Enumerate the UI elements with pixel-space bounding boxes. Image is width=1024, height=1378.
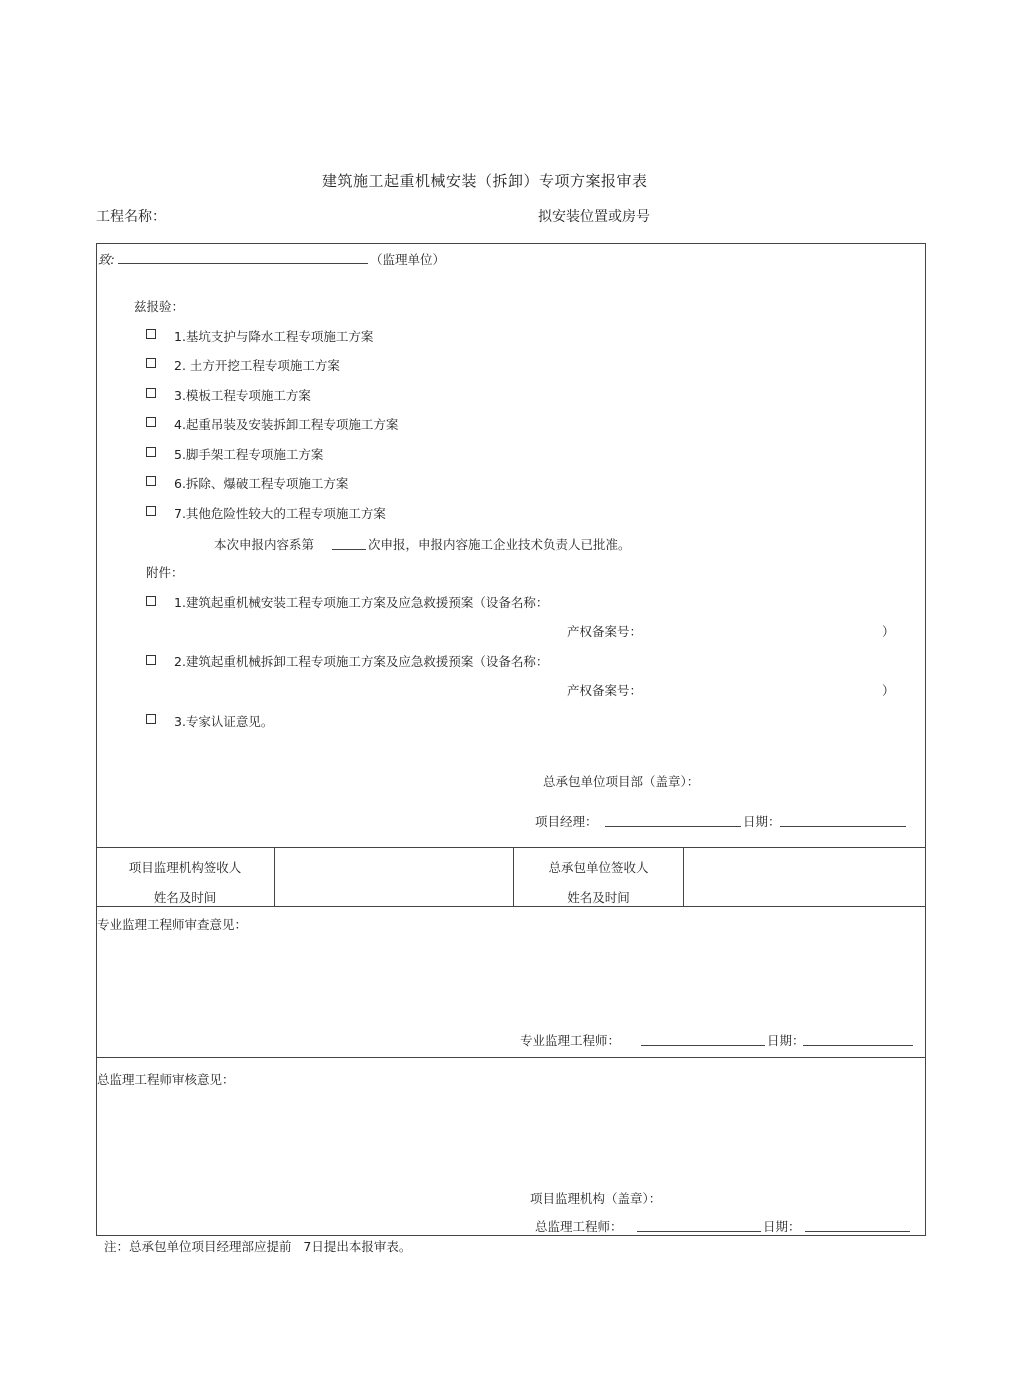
attachment-checkbox-3[interactable] [146,714,156,724]
receipt-row-bottom-border [96,906,926,907]
contractor-date-field[interactable] [780,815,906,827]
chief-opinion-field[interactable] [98,1090,924,1180]
specialist-sign-field[interactable] [641,1034,765,1046]
attachments-label: 附件： [146,565,184,580]
attachment-1-close: ） [882,624,895,639]
to-suffix: （监理单位） [370,252,446,267]
to-prefix: 致: [98,252,115,267]
attachment-2-close: ） [882,683,895,698]
chief-date-label: 日期： [763,1219,801,1234]
plan-checkbox-5[interactable] [146,447,156,457]
supervisor-unit-field[interactable] [118,252,368,264]
chief-opinion-label: 总监理工程师审核意见： [97,1072,235,1087]
plan-item-3: 3.模板工程专项施工方案 [174,388,311,403]
specialist-date-label: 日期： [767,1033,805,1048]
specialist-date-field[interactable] [803,1034,913,1046]
attachment-item-1: 1.建筑起重机械安装工程专项施工方案及应急救援预案（设备名称： [174,595,549,610]
specialist-sign-label: 专业监理工程师： [520,1033,621,1048]
plan-checkbox-7[interactable] [146,506,156,516]
supervisor-org-stamp-label: 项目监理机构（盖章）： [530,1191,662,1206]
declaration-after: 次申报，申报内容施工企业技术负责人已批准。 [368,537,631,552]
plan-checkbox-3[interactable] [146,388,156,398]
plan-item-5: 5.脚手架工程专项施工方案 [174,447,324,462]
chief-date-field[interactable] [805,1220,910,1232]
plan-item-4: 4.起重吊装及安装拆卸工程专项施工方案 [174,417,399,432]
page-title: 建筑施工起重机械安装（拆卸）专项方案报审表 [322,172,648,190]
submission-count-field[interactable] [332,538,366,550]
attachment-1-record-label: 产权备案号： [567,624,643,639]
project-manager-label: 项目经理： [535,814,598,829]
plan-checkbox-1[interactable] [146,329,156,339]
attachment-checkbox-2[interactable] [146,655,156,665]
attachment-checkbox-1[interactable] [146,596,156,606]
chief-section-top-border [96,1057,926,1058]
attachment-2-record-label: 产权备案号： [567,683,643,698]
contractor-receiver-sublabel: 姓名及时间 [567,890,630,905]
specialist-opinion-label: 专业监理工程师审查意见： [97,917,248,932]
project-manager-field[interactable] [605,815,741,827]
plan-item-1: 1.基坑支护与降水工程专项施工方案 [174,329,374,344]
project-name-label: 工程名称： [96,209,166,225]
supervisor-receiver-field[interactable] [275,848,513,906]
attachment-item-2: 2.建筑起重机械拆卸工程专项施工方案及应急救援预案（设备名称： [174,654,549,669]
footer-note: 注：总承包单位项目经理部应提前 7日提出本报审表。 [104,1239,412,1254]
submit-label: 兹报验： [134,299,185,314]
plan-checkbox-2[interactable] [146,358,156,368]
install-location-label: 拟安装位置或房号 [538,209,650,225]
plan-checkbox-6[interactable] [146,476,156,486]
contractor-receiver-label: 总承包单位签收人 [548,860,649,875]
chief-sign-label: 总监理工程师： [535,1219,623,1234]
contractor-date-label: 日期： [743,814,781,829]
supervisor-receiver-label: 项目监理机构签收人 [128,860,242,875]
chief-sign-field[interactable] [637,1220,761,1232]
supervisor-receiver-sublabel: 姓名及时间 [153,890,217,905]
plan-item-7: 7.其他危险性较大的工程专项施工方案 [174,506,386,521]
plan-item-6: 6.拆除、爆破工程专项施工方案 [174,476,349,491]
contractor-receiver-field[interactable] [684,848,925,906]
contractor-dept-label: 总承包单位项目部（盖章）： [543,774,700,789]
plan-checkbox-4[interactable] [146,417,156,427]
attachment-item-3: 3.专家认证意见。 [174,714,274,729]
declaration-before: 本次申报内容系第 [214,537,315,552]
specialist-opinion-field[interactable] [98,935,924,1025]
plan-item-2: 2. 土方开挖工程专项施工方案 [174,358,340,373]
